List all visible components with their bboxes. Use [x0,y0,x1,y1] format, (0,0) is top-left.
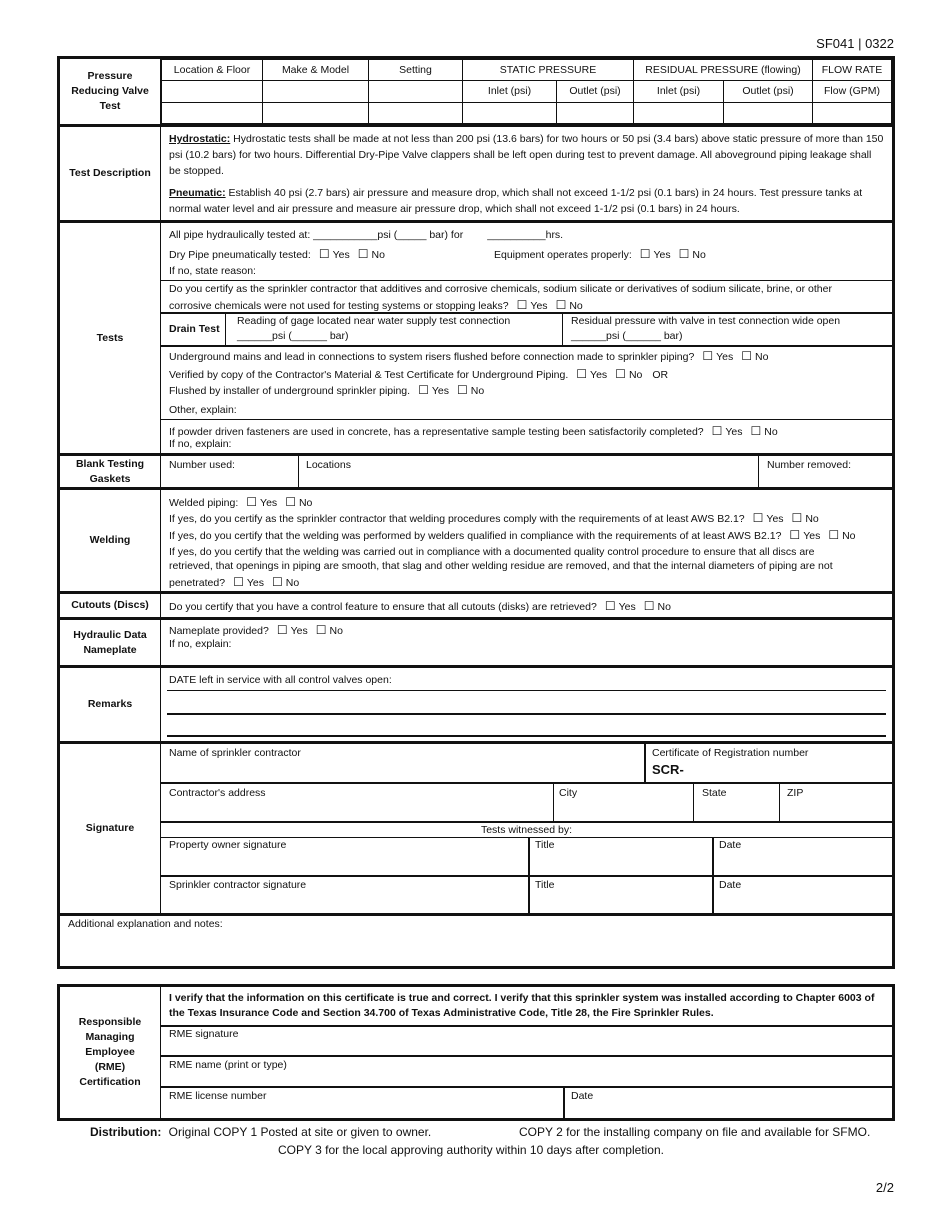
gaskets-section [60,453,892,487]
cell[interactable] [263,81,369,102]
checkbox-icon[interactable]: ☐ [604,599,616,613]
remarks-line[interactable] [167,713,886,715]
header-residual: RESIDUAL PRESSURE (flowing) [634,60,813,81]
checkbox-icon[interactable]: ☐ [456,383,468,397]
no-label: No [285,577,300,589]
hydrostatic-text: Hydrostatic tests shall be made at not less than 200 psi (13.6 bars) for two hours or 50 psi (3.4 bars) above static pressure of more than 150 psi (10.2 bars) for two hours. Differential Dry-Pipe Valve clappers shall be left open during test to prevent damage. All aboveground piping leakage shall be stopped. [169,133,884,177]
checkbox-icon[interactable]: ☐ [285,495,296,509]
welding-q3-cont: retrieved, that openings in piping are smooth, that slag and other welding residue are removed, and that the internal diameters of piping are not [169,560,833,572]
yes-label: Yes [332,249,350,261]
welding-q1: If yes, do you certify as the sprinkler contractor that welding procedures comply with the requirements of at least AWS B2.1? [169,513,745,525]
drain-test-label: Drain Test [169,323,220,335]
cell[interactable] [634,102,724,123]
copy2-text: COPY 2 for the installing company on file and available for SFMO. [519,1125,871,1139]
drain-reading-field[interactable]: ______psi (______ bar) [237,330,349,342]
no-label: No [764,426,778,438]
checkbox-icon[interactable]: ☐ [741,349,752,363]
gaskets-label: Blank Testing Gaskets [60,456,161,487]
rme-license-label: RME license number [169,1090,267,1102]
tests-label: Tests [60,223,161,453]
pneumatic-text: Establish 40 psi (2.7 bars) air pressure and measure drop, which shall not exceed 1-1/2 psi (0.1 bars) in 24 hours. Test pressure tanks at normal water level and air pressure and measure air pressure drop, which shall not exceed 1-1/2 psi (0.1 bars) in 24 hours. [169,187,863,215]
checkbox-icon[interactable]: ☐ [789,528,801,542]
header-setting: Setting [369,60,463,81]
welding-section [60,487,892,591]
yes-label: Yes [246,577,264,589]
no-label: No [692,249,706,261]
additional-notes-section[interactable] [60,913,892,966]
yes-label: Yes [590,369,608,381]
signature-label: Signature [60,744,161,913]
sub-residual-outlet: Outlet (psi) [724,81,813,102]
cell[interactable] [162,81,263,102]
drain-residual-field[interactable]: ______psi (______ bar) [571,330,683,342]
copy1-text: Original COPY 1 Posted at site or given to owner. [168,1125,432,1139]
nameplate-section [60,617,892,665]
no-label: No [657,601,671,613]
sub-static-outlet: Outlet (psi) [557,81,634,102]
equipment-label: Equipment operates properly: [494,249,632,261]
number-removed-label: Number removed: [767,459,852,471]
checkbox-icon[interactable]: ☐ [555,298,567,312]
cell[interactable] [369,81,463,102]
tests-section [60,220,892,453]
distribution [90,1125,431,1139]
hours-field[interactable]: __________hrs. [487,229,564,241]
yes-label: Yes [530,300,548,312]
checkbox-icon[interactable]: ☐ [271,575,283,589]
yes-label: Yes [653,249,671,261]
prv-table [161,59,892,124]
test-description-label: Test Description [60,127,161,220]
nameplate-question: Nameplate provided? [169,625,269,637]
additional-notes-label: Additional explanation and notes: [68,918,223,930]
certify-text-2: corrosive chemicals were not used for testing systems or stopping leaks? [169,300,509,312]
or-label: OR [652,369,669,381]
welding-label: Welding [60,490,161,591]
yes-label: Yes [766,513,784,525]
contractor-name-label: Name of sprinkler contractor [169,747,301,759]
header-static: STATIC PRESSURE [463,60,634,81]
number-used-label: Number used: [169,459,235,471]
remarks-label: Remarks [60,668,161,741]
prv-label: Pressure Reducing Valve Test [60,59,161,124]
date-label: Date [719,879,742,891]
no-label: No [628,369,643,381]
no-label: No [842,530,856,542]
zip-label: ZIP [787,787,804,799]
checkbox-icon[interactable]: ☐ [246,495,258,509]
remarks-section [60,665,892,741]
yes-label: Yes [618,601,636,613]
title-label: Title [535,839,555,851]
dry-pipe-label: Dry Pipe pneumatically tested: [169,249,311,261]
header-make: Make & Model [263,60,369,81]
no-label: No [298,497,313,509]
checkbox-icon[interactable]: ☐ [418,383,429,397]
checkbox-icon[interactable]: ☐ [791,511,803,525]
checkbox-icon[interactable]: ☐ [752,511,764,525]
pneumatic-title: Pneumatic: [169,187,226,199]
copy3-text: COPY 3 for the local approving authority within 10 days after completion. [278,1143,664,1157]
checkbox-icon[interactable]: ☐ [276,623,288,637]
checkbox-icon[interactable]: ☐ [315,623,327,637]
cutouts-section [60,591,892,617]
yes-label: Yes [431,385,449,397]
yes-label: Yes [716,351,734,363]
form-number: SF041 | 0322 [816,36,894,51]
test-form [57,56,895,969]
prv-section [60,59,892,124]
yes-label: Yes [725,426,743,438]
cutouts-question: Do you certify that you have a control feature to ensure that all cutouts (disks) are retrieved? [169,601,597,613]
rme-date-label: Date [571,1090,594,1102]
scr-prefix: SCR- [652,762,684,777]
nameplate-explain-label: If no, explain: [169,638,232,650]
cell[interactable] [557,102,634,123]
checkbox-icon[interactable]: ☐ [711,424,723,438]
checkbox-icon[interactable]: ☐ [233,575,244,589]
cell[interactable] [463,102,557,123]
contractor-signature-label: Sprinkler contractor signature [169,879,307,891]
cell[interactable] [263,102,369,123]
checkbox-icon[interactable]: ☐ [615,367,626,381]
other-explain-label: Other, explain: [169,404,237,416]
welding-q3: If yes, do you certify that the welding was carried out in compliance with a documented quality control procedure to ensure that all discs are [169,546,815,558]
checkbox-icon[interactable]: ☐ [576,367,588,381]
header-location: Location & Floor [162,60,263,81]
underground-text: Underground mains and lead in connections to system risers flushed before connection made to sprinkler piping? [169,351,695,363]
signature-section [60,741,892,913]
verified-text: Verified by copy of the Contractor's Material & Test Certificate for Underground Piping. [169,369,569,381]
state-reason-label: If no, state reason: [169,265,256,277]
rme-name-label: RME name (print or type) [169,1059,287,1071]
locations-label: Locations [306,459,351,471]
no-label: No [569,300,583,312]
owner-signature-label: Property owner signature [169,839,287,851]
cell[interactable] [724,102,813,123]
no-label: No [329,625,343,637]
checkbox-icon[interactable]: ☐ [678,247,690,261]
witnessed-label: Tests witnessed by: [480,824,573,836]
rme-signature-label: RME signature [169,1028,239,1040]
date-label: Date [719,839,742,851]
welded-piping-label: Welded piping: [169,497,239,509]
rme-verify-text: I verify that the information on this certificate is true and correct. I verify that this sprinkler system was installed according to Chapter 6003 of the Texas Insurance Code and Section 34.700 of Texas Administrative Code, Title 28, the Fire Sprinkler Rules. [169,992,875,1019]
checkbox-icon[interactable]: ☐ [357,247,369,261]
checkbox-icon[interactable]: ☐ [828,528,840,542]
hydraulic-test-text[interactable]: All pipe hydraulically tested at: ___________psi (_____ bar) for [169,229,464,241]
checkbox-icon[interactable]: ☐ [639,247,651,261]
hydrostatic-title: Hydrostatic: [169,133,231,145]
sub-residual-inlet: Inlet (psi) [634,81,724,102]
header-flow: FLOW RATE [813,60,892,81]
distribution-label: Distribution: [90,1125,162,1139]
drain-reading-label: Reading of gage located near water supply test connection [237,315,511,327]
checkbox-icon[interactable]: ☐ [643,599,655,613]
checkbox-icon[interactable]: ☐ [702,349,714,363]
sub-static-inlet: Inlet (psi) [463,81,557,102]
drain-residual-label: Residual pressure with valve in test connection wide open [571,315,841,327]
address-label: Contractor's address [169,787,266,799]
flushed-text: Flushed by installer of underground sprinkler piping. [169,385,411,397]
no-label: No [805,513,819,525]
checkbox-icon[interactable]: ☐ [750,424,762,438]
title-label: Title [535,879,555,891]
powder-text: If powder driven fasteners are used in concrete, has a representative sample testing been satisfactorily completed? [169,426,704,438]
yes-label: Yes [260,497,278,509]
cell[interactable] [369,102,463,123]
certify-text: Do you certify as the sprinkler contractor that additives and corrosive chemicals, sodium silicate or derivatives of sodium silicate, brine, or other [169,283,832,295]
rme-section [57,984,895,1121]
powder-explain-label: If no, explain: [169,438,232,450]
test-description-section [60,124,892,220]
yes-label: Yes [803,530,821,542]
state-label: State [702,787,727,799]
checkbox-icon[interactable]: ☐ [516,298,528,312]
date-left-label: DATE left in service with all control valves open: [169,674,392,686]
welding-q3-end: penetrated? [169,577,226,589]
cutouts-label: Cutouts (Discs) [60,594,161,617]
city-label: City [559,787,578,799]
yes-label: Yes [290,625,308,637]
remarks-line[interactable] [167,735,886,737]
cert-reg-label: Certificate of Registration number [652,747,809,759]
sub-flow: Flow (GPM) [813,81,892,102]
checkbox-icon[interactable]: ☐ [318,247,330,261]
no-label: No [371,249,385,261]
page-number: 2/2 [875,1180,894,1195]
cell[interactable] [162,102,263,123]
cell[interactable] [813,102,892,123]
no-label: No [470,385,485,397]
nameplate-label: Hydraulic Data Nameplate [60,620,161,665]
welding-q2: If yes, do you certify that the welding was performed by welders qualified in compliance with the requirements of at least AWS B2.1? [169,530,782,542]
no-label: No [754,351,769,363]
rme-label: Responsible Managing Employee (RME) Certification [60,987,161,1118]
